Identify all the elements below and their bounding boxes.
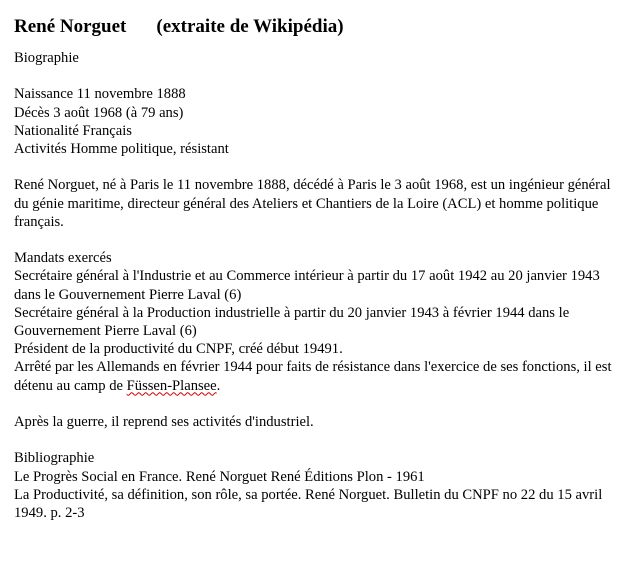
- title-name: René Norguet: [14, 16, 127, 37]
- mandate-item: Secrétaire général à la Production industrielle à partir du 20 janvier 1943 à février 1944 dans le Gouvernement Pierre Laval (6): [14, 304, 570, 339]
- camp-name: Füssen-Plansee: [126, 377, 217, 394]
- arrest-end: .: [216, 377, 221, 394]
- bibliography-item: La Productivité, sa définition, son rôle, sa portée. René Norguet. Bulletin du CNPF no 22 du 15 avril 1949. p. 2-3: [14, 486, 603, 521]
- biography-heading: Biographie: [14, 50, 79, 66]
- intro-paragraph: René Norguet, né à Paris le 11 novembre 1888, décédé à Paris le 3 août 1968, est un ingénieur général du génie maritime, directeur général des Ateliers et Chantiers de la Loire (ACL) et homme politique français.: [14, 177, 611, 230]
- bibliography-item: Le Progrès Social en France. René Norguet René Éditions Plon - 1961: [14, 468, 425, 485]
- nationality-line: Nationalité Français: [14, 122, 132, 139]
- mandate-item: Président de la productivité du CNPF, créé début 19491.: [14, 341, 343, 358]
- mandates-heading: Mandats exercés: [14, 250, 112, 267]
- arrest-text: Arrêté par les Allemands en février 1944 pour faits de résistance dans l'exercice de ses fonctions, il est détenu au camp de: [14, 359, 612, 394]
- birth-line: Naissance 11 novembre 1888: [14, 86, 186, 103]
- after-war-paragraph: Après la guerre, il reprend ses activités d'industriel.: [14, 414, 314, 430]
- arrest-paragraph: [14, 358, 626, 394]
- document-page: [14, 15, 626, 522]
- bibliography-heading: Bibliographie: [14, 450, 95, 467]
- mandate-item: Secrétaire général à l'Industrie et au Commerce intérieur à partir du 17 août 1942 au 20 janvier 1943 dans le Gouvernement Pierre Laval (6): [14, 268, 600, 303]
- death-line: Décès 3 août 1968 (à 79 ans): [14, 104, 184, 121]
- title-source: (extraite de Wikipédia): [156, 16, 344, 37]
- activities-line: Activités Homme politique, résistant: [14, 141, 229, 157]
- document-title: [14, 15, 626, 39]
